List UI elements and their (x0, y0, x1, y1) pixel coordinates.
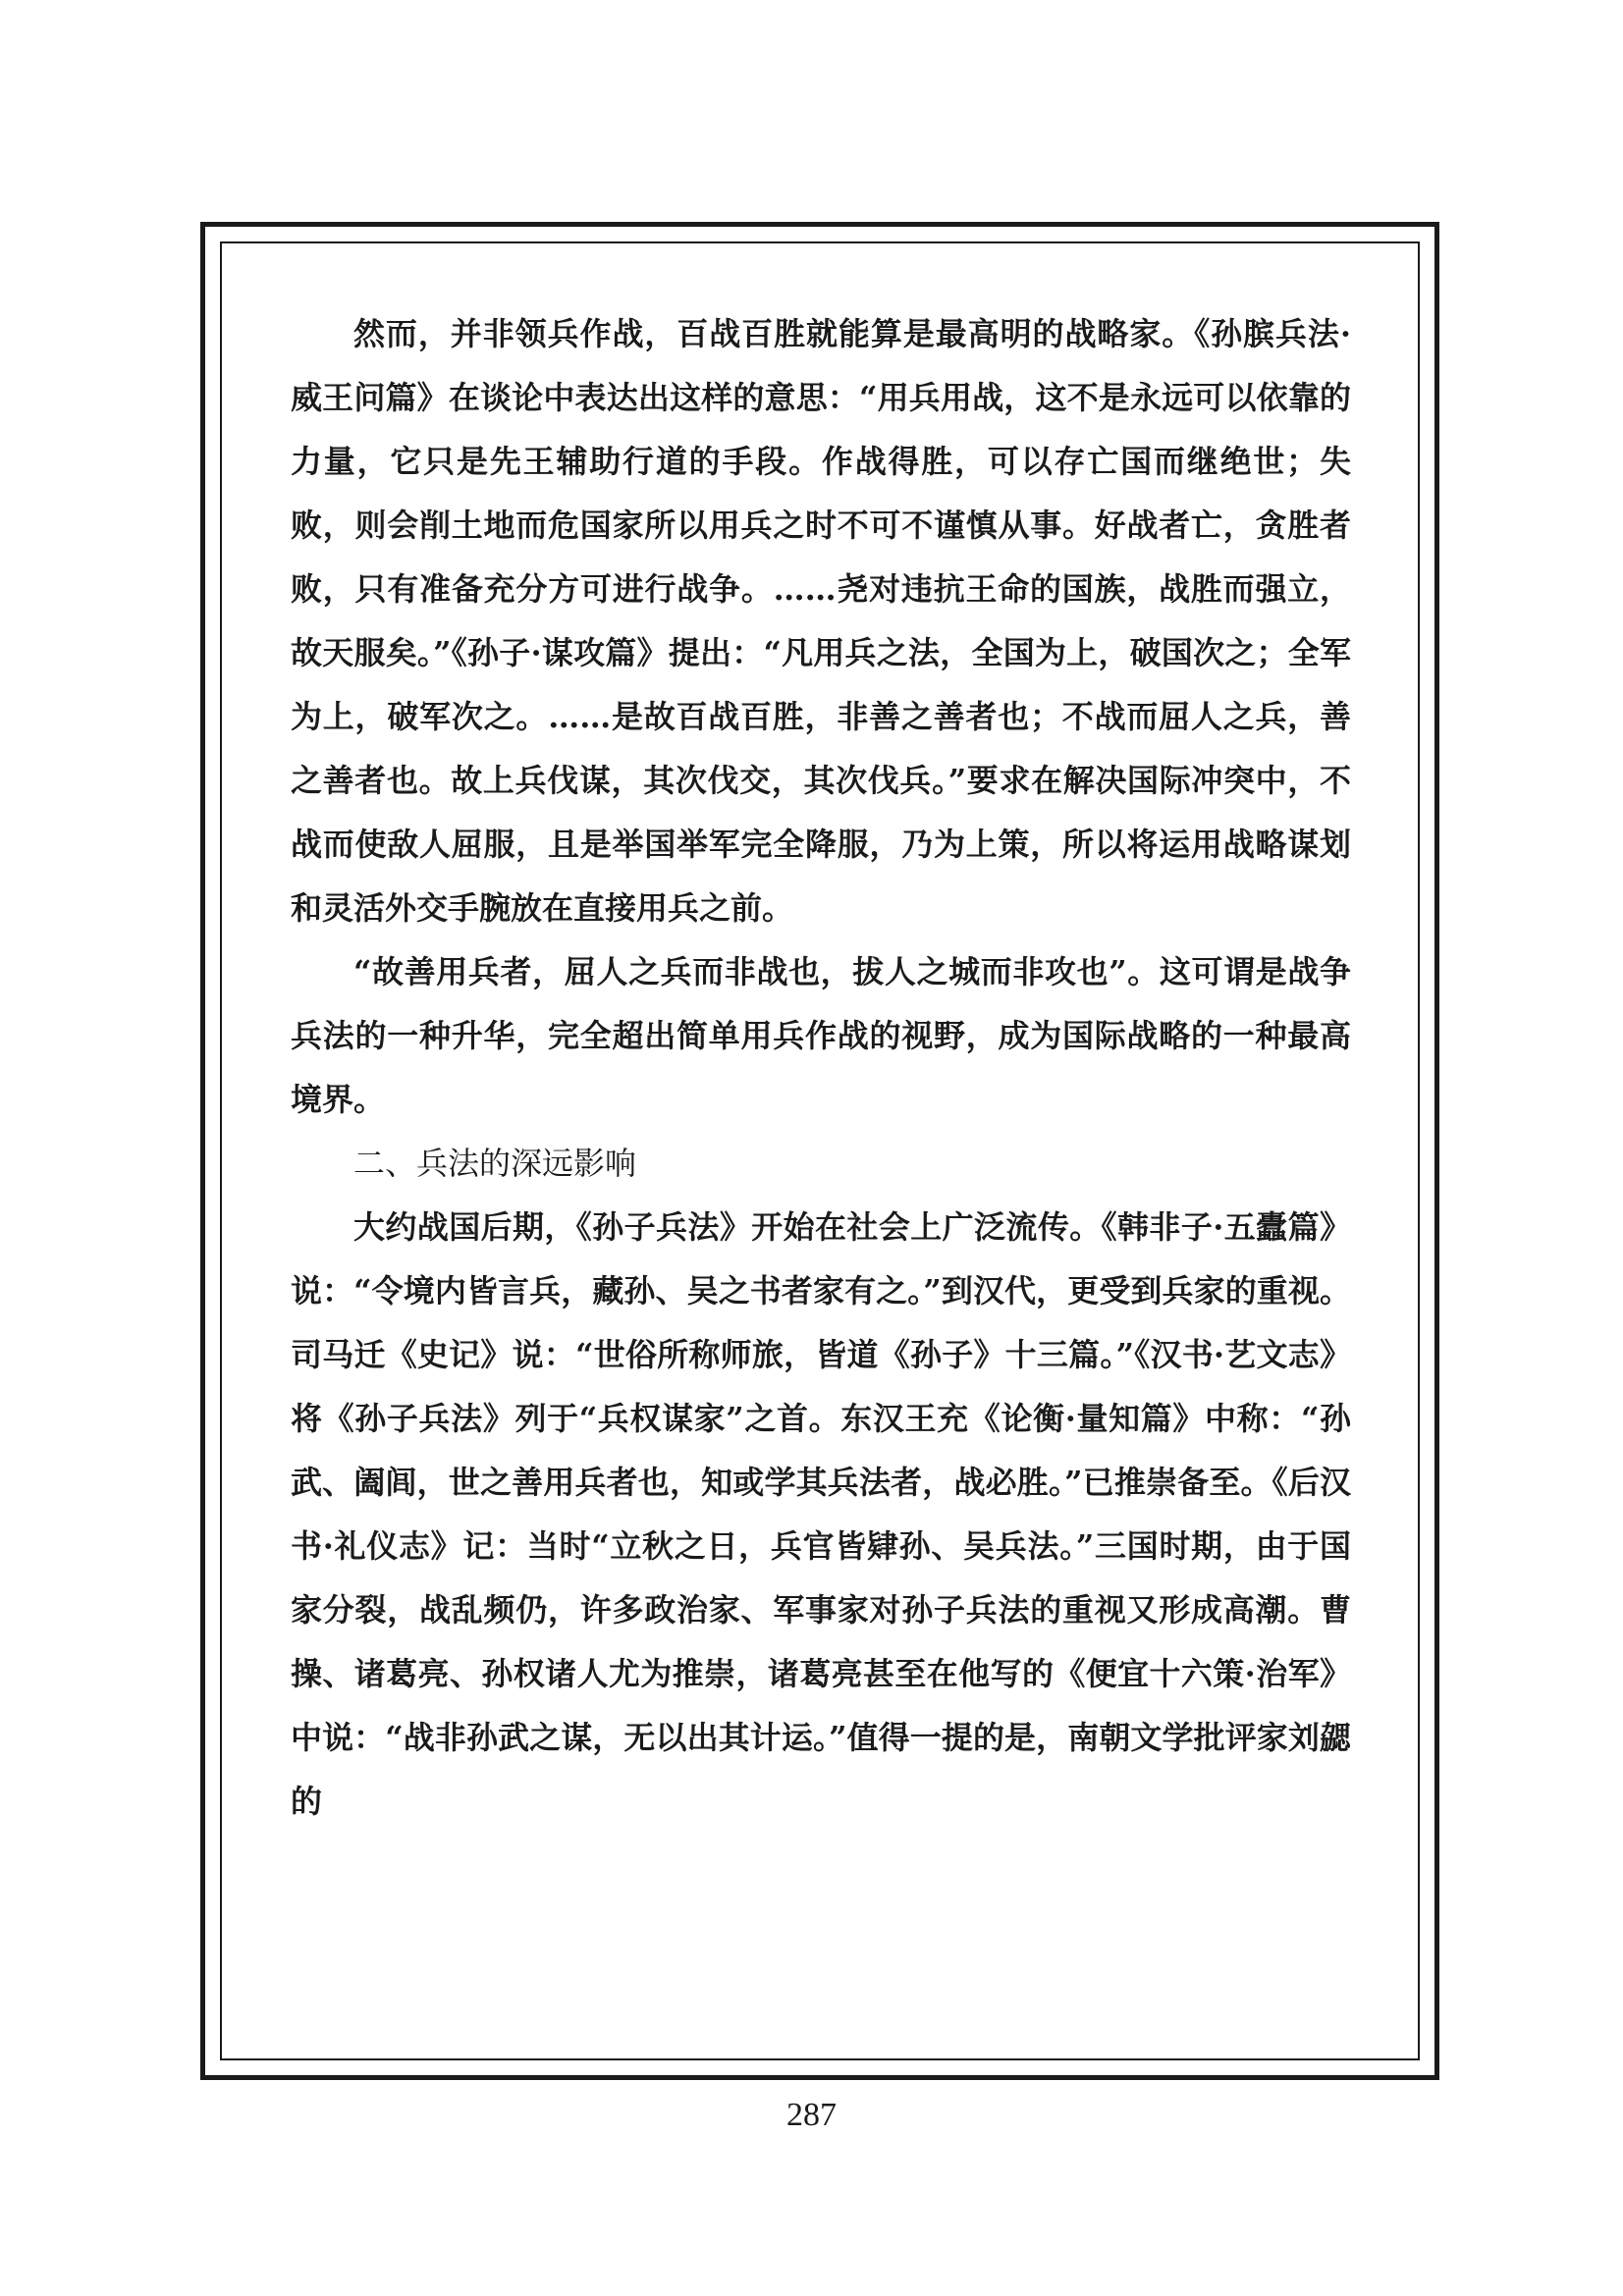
paragraph-strategy: 然而，并非领兵作战，百战百胜就能算是最高明的战略家。《孙膑兵法·威王问篇》在谈论中表达出这样的意思：“用兵用战，这不是永远可以依靠的力量，它只是先王辅助行道的手段。作战得胜，可以存亡国而继绝世；失败，则会削土地而危国家所以用兵之时不可不谨慎从事。好战者亡，贪胜者败，只有准备充分方可进行战争。……尧对违抗王命的国族，战胜而强立，故天服矣。”《孙子·谋攻篇》提出：“凡用兵之法，全国为上，破国次之；全军为上，破军次之。……是故百战百胜，非善之善者也；不战而屈人之兵，善之善者也。故上兵伐谋，其次伐交，其次伐兵。”要求在解决国际冲突中，不战而使敌人屈服，且是举国举军完全降服，乃为上策，所以将运用战略谋划和灵活外交手腕放在直接用兵之前。 (291, 315, 1351, 927)
paragraph-influence: 大约战国后期，《孙子兵法》开始在社会上广泛流传。《韩非子·五蠹篇》说：“令境内皆言兵，藏孙、吴之书者家有之。”到汉代，更受到兵家的重视。司马迁《史记》说：“世俗所称师旅，皆道《孙子》十三篇。”《汉书·艺文志》将《孙子兵法》列于“兵权谋家”之首。东汉王充《论衡·量知篇》中称：“孙武、阖闾，世之善用兵者也，知或学其兵法者，战必胜。”已推崇备至。《后汉书·礼仪志》记：当时“立秋之日，兵官皆肄孙、吴兵法。”三国时期，由于国家分裂，战乱频仍，许多政治家、军事家对孙子兵法的重视又形成高潮。曹操、诸葛亮、孙权诸人尤为推崇，诸葛亮甚至在他写的《便宜十六策·治军》中说：“战非孙武之谋，无以出其计运。”值得一提的是，南朝文学批评家刘勰的 (291, 1208, 1351, 1820)
page-number: 287 (786, 2097, 837, 2133)
body-text (291, 302, 1351, 1834)
section-heading: 二、兵法的深远影响 (353, 1145, 637, 1182)
paragraph-sublimation: “故善用兵者，屈人之兵而非战也，拔人之城而非攻也”。这可谓是战争兵法的一种升华，完全超出简单用兵作战的视野，成为国际战略的一种最高境界。 (291, 953, 1351, 1118)
